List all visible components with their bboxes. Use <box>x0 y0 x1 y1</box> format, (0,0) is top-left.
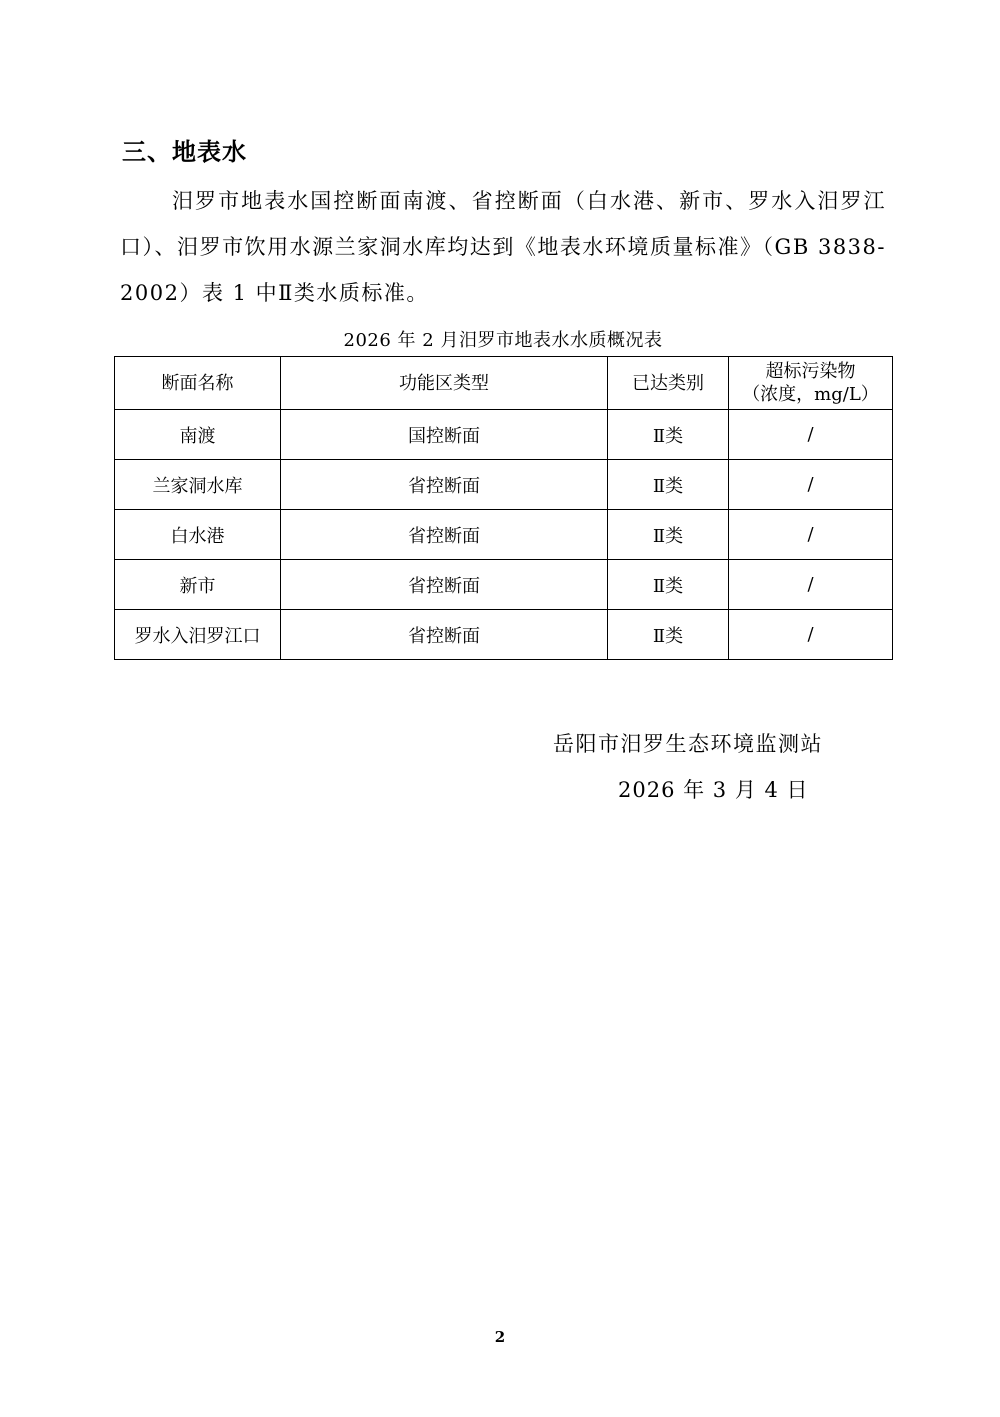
table-row <box>115 560 893 610</box>
cell-function-type: 省控断面 <box>281 560 608 610</box>
cell-exceeding-pollutants: / <box>729 610 893 660</box>
cell-class-achieved: Ⅱ类 <box>608 460 729 510</box>
table-row <box>115 510 893 560</box>
cell-class-achieved: Ⅱ类 <box>608 410 729 460</box>
cell-section-name: 南渡 <box>115 410 281 460</box>
table-row <box>115 460 893 510</box>
signature-date: 2026 年 3 月 4 日 <box>618 778 809 802</box>
cell-class-achieved: Ⅱ类 <box>608 610 729 660</box>
header-function-type: 功能区类型 <box>281 357 608 410</box>
cell-exceeding-pollutants: / <box>729 560 893 610</box>
signature-organization: 岳阳市汨罗生态环境监测站 <box>553 732 823 756</box>
cell-function-type: 省控断面 <box>281 460 608 510</box>
cell-function-type: 国控断面 <box>281 410 608 460</box>
header-exceeding-pollutants-line2: （浓度，mg/L） <box>742 384 879 405</box>
table-row <box>115 410 893 460</box>
header-section-name: 断面名称 <box>115 357 281 410</box>
section-paragraph: 汨罗市地表水国控断面南渡、省控断面（白水港、新市、罗水入汨罗江口）、汨罗市饮用水源兰家洞水库均达到《地表水环境质量标准》（GB 3838-2002）表 1 中Ⅱ类水质标准。 <box>120 189 886 305</box>
cell-section-name: 新市 <box>115 560 281 610</box>
cell-function-type: 省控断面 <box>281 610 608 660</box>
cell-exceeding-pollutants: / <box>729 460 893 510</box>
cell-class-achieved: Ⅱ类 <box>608 510 729 560</box>
cell-section-name: 兰家洞水库 <box>115 460 281 510</box>
cell-class-achieved: Ⅱ类 <box>608 560 729 610</box>
header-exceeding-pollutants <box>729 357 893 410</box>
cell-function-type: 省控断面 <box>281 510 608 560</box>
cell-section-name: 罗水入汨罗江口 <box>115 610 281 660</box>
header-class-achieved: 已达类别 <box>608 357 729 410</box>
table-caption: 2026 年 2 月汨罗市地表水水质概况表 <box>343 330 663 351</box>
header-exceeding-pollutants-line1: 超标污染物 <box>765 361 856 382</box>
table-header-row <box>115 357 893 410</box>
table-row <box>115 610 893 660</box>
section-heading: 三、地表水 <box>122 138 247 166</box>
cell-section-name: 白水港 <box>115 510 281 560</box>
cell-exceeding-pollutants: / <box>729 410 893 460</box>
water-quality-table <box>114 356 893 660</box>
page-number: 2 <box>494 1328 506 1346</box>
cell-exceeding-pollutants: / <box>729 510 893 560</box>
